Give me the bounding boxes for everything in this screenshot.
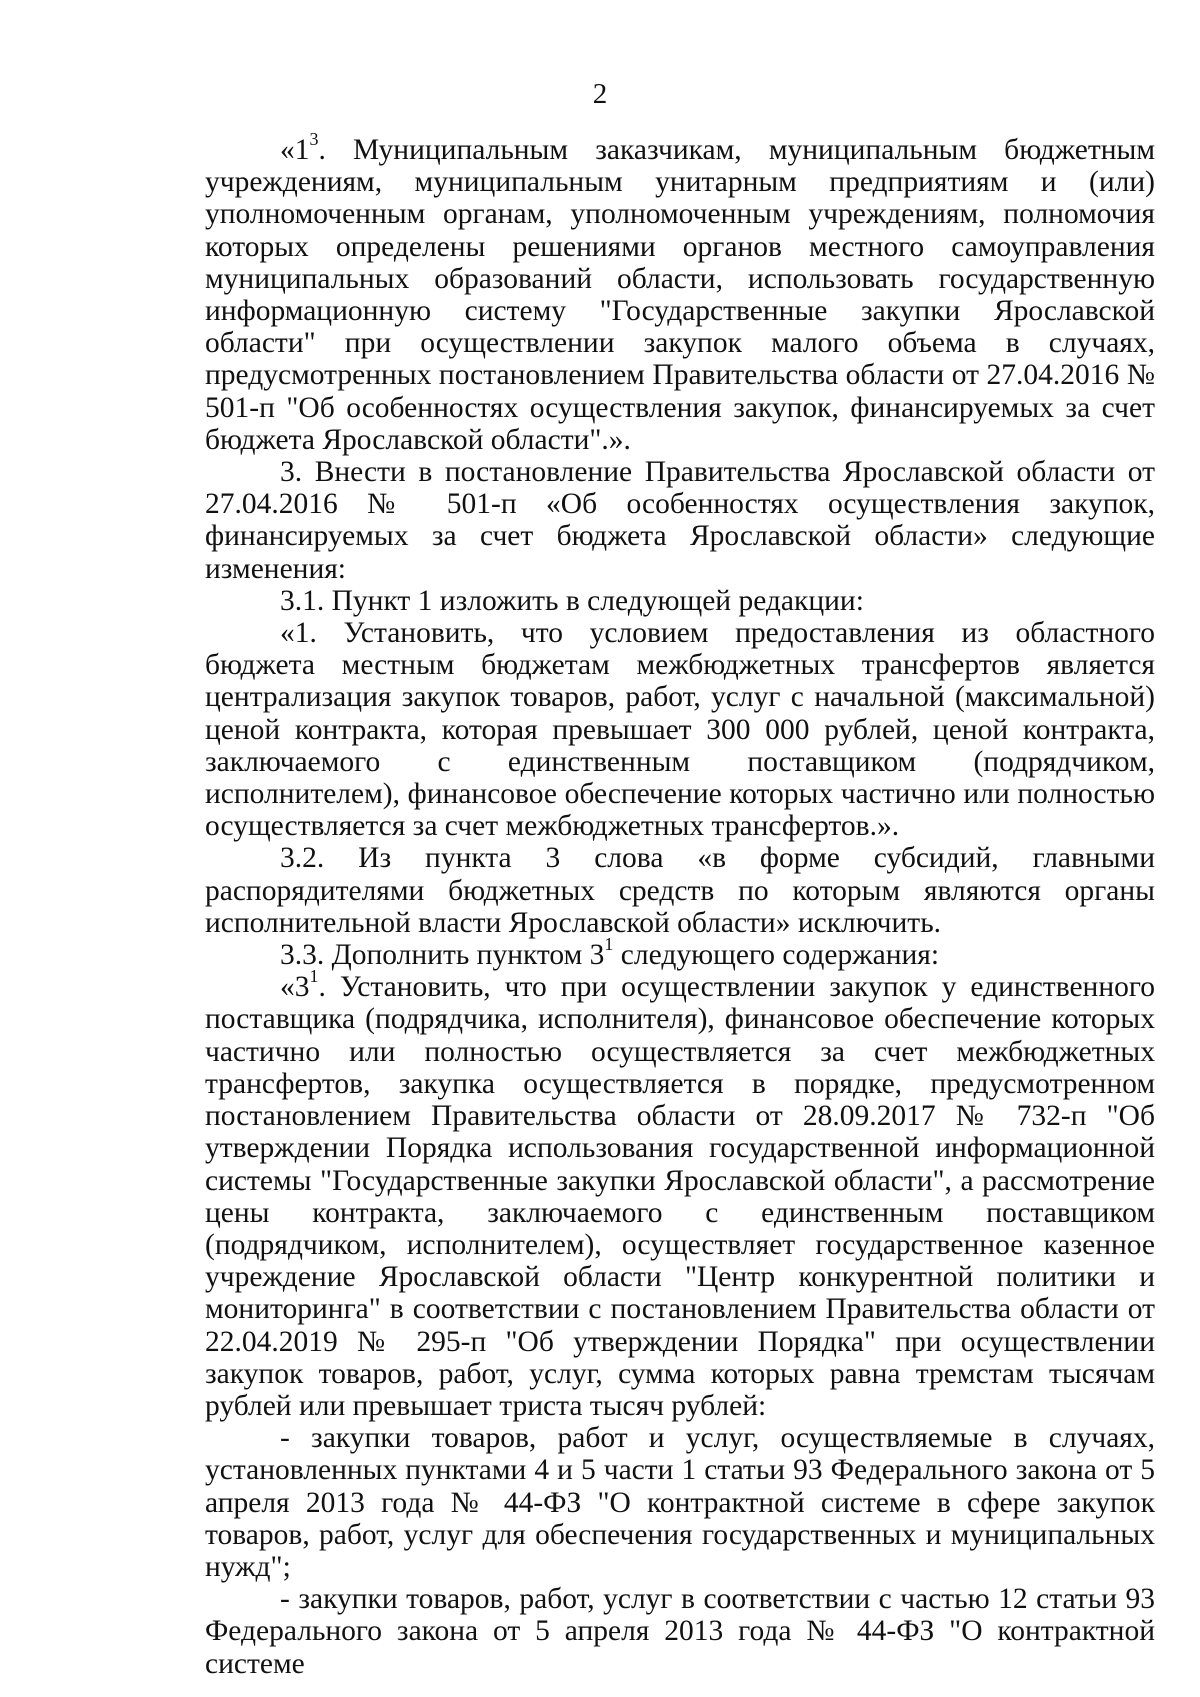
paragraph-text: . Муниципальным заказчикам, муниципальным бюджетным учреждениям, муниципальным унитарным предприятиям и (или) уполномоченным органам, уполномоченным учреждениям, полномочия которых определены решениями органов местного самоуправления муниципальных образований области, использовать государственную информационную систему "Государственные закупки Ярославской области" при осуществлении закупок малого объема в случаях, предусмотренных постановлением Правительства области от 27.04.2016 № 501-п "Об особенностях осуществления закупок, финансируемых за счет бюджета Ярославской области".». <box>205 134 1155 456</box>
paragraph-1-3 <box>205 129 1155 456</box>
paragraph-text: следующего содержания: <box>613 939 940 972</box>
superscript: 1 <box>309 966 319 987</box>
paragraph-3-1: 3.1. Пункт 1 изложить в следующей редакции: <box>280 584 864 617</box>
paragraph-3-1-quote <box>205 966 1155 1422</box>
bullet-item-2: - закупки товаров, работ, услуг в соответствии с частью 12 статьи 93 Федерального закона от 5 апреля 2013 года № 44-ФЗ "О контрактной системе <box>205 1583 1155 1680</box>
document-body <box>205 129 1155 1680</box>
paragraph-3-2: 3.2. Из пункта 3 слова «в форме субсидий, главными распорядителями бюджетных средств по которым являются органы исполнительной власти Ярославской области» исключить. <box>205 842 1155 939</box>
page-number: 2 <box>592 78 608 110</box>
paragraph-text: . Установить, что при осуществлении закупок у единственного поставщика (подрядчика, исполнителя), финансовое обеспечение которых частично или полностью осуществляется за счет межбюджетных трансфертов, закупка осуществляется в порядке, предусмотренном постановлением Правительства области от 28.09.2017 № 732-п "Об утверждении Порядка использования государственной информационной системы "Государственные закупки Ярославской области", а рассмотрение цены контракта, заключаемого с единственным поставщиком (подрядчиком, исполнителем), осуществляет государственное казенное учреждение Ярославской области "Центр конкурентной политики и мониторинга" в соответствии с постановлением Правительства области от 22.04.2019 № 295-п "Об утверждении Порядка" при осуществлении закупок товаров, работ, услуг, сумма которых равна тремстам тысячам рублей или превышает триста тысяч рублей: <box>205 971 1155 1422</box>
superscript: 1 <box>604 934 614 955</box>
paragraph-3-3 <box>205 934 1155 972</box>
paragraph-prefix: «3 <box>280 971 310 1004</box>
paragraph-quote-1: «1. Установить, что условием предоставления из областного бюджета местным бюджетам межбюджетных трансфертов является централизация закупок товаров, работ, услуг с начальной (максимальной) ценой контракта, которая превышает 300 000 рублей, ценой контракта, заключаемого с единственным поставщиком (подрядчиком, исполнителем), финансовое обеспечение которых частично или полностью осуществляется за счет межбюджетных трансфертов.». <box>205 617 1155 843</box>
paragraph-prefix: «1 <box>280 134 310 166</box>
paragraph-prefix: 3.3. Дополнить пунктом 3 <box>280 939 605 972</box>
bullet-item-1: - закупки товаров, работ и услуг, осуществляемые в случаях, установленных пунктами 4 и 5 части 1 статьи 93 Федерального закона от 5 апреля 2013 года № 44-ФЗ "О контрактной системе в сфере закупок товаров, работ, услуг для обеспечения государственных и муниципальных нужд"; <box>205 1422 1155 1583</box>
paragraph-3: 3. Внести в постановление Правительства Ярославской области от 27.04.2016 № 501-п «Об особенностях осуществления закупок, финансируемых за счет бюджета Ярославской области» следующие изменения: <box>205 456 1155 585</box>
superscript: 3 <box>309 129 319 150</box>
